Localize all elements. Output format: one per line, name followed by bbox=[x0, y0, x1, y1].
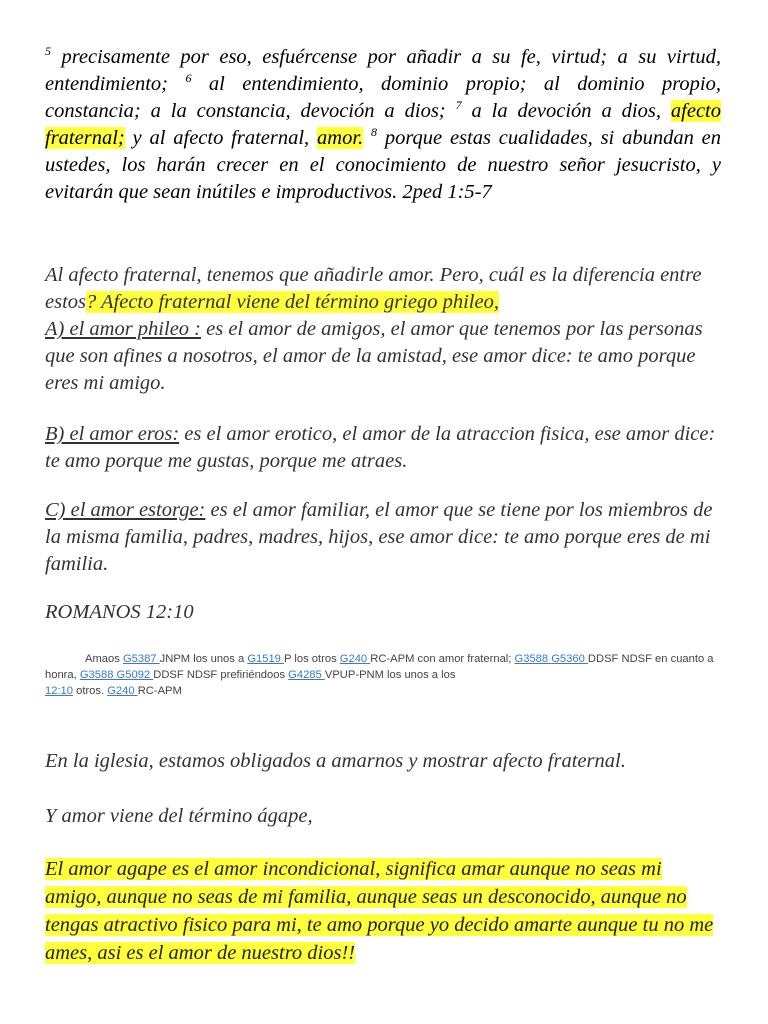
word-text: DDSF NDSF prefiriéndoos bbox=[153, 669, 289, 681]
verse-reference-link[interactable]: 12:10 bbox=[45, 685, 73, 697]
verse-text: a la devoción a dios, bbox=[461, 100, 671, 122]
spacer-text bbox=[363, 127, 371, 149]
strong-code-link[interactable]: G1519 bbox=[247, 653, 285, 665]
iglesia-paragraph: En la iglesia, estamos obligados a amarnos y mostrar afecto fraternal. bbox=[45, 750, 626, 772]
verse-text: porque estas cualidades, si abundan en ustedes, los harán crecer en el conocimiento de nuestro señor jesucristo, y evitarán que sean inútiles e improductivos. 2ped 1:5-7 bbox=[45, 127, 722, 203]
verse-number: 8 bbox=[371, 125, 377, 140]
section-label-eros: B) el amor eros: bbox=[45, 423, 180, 445]
strong-code-link[interactable]: G240 bbox=[339, 653, 371, 665]
interlinear-verse bbox=[45, 651, 721, 699]
verse-number: 7 bbox=[455, 98, 462, 113]
paragraph-text: Al afecto fraternal, tenemos que añadirle amor. Pero, cuál es la diferencia entre estos bbox=[45, 264, 702, 313]
highlighted-text: amor. bbox=[317, 127, 364, 149]
word-text: otros. bbox=[73, 685, 108, 697]
highlighted-text: afecto fraternal; bbox=[45, 100, 721, 149]
word-text: VPUP-PNM los unos a los bbox=[324, 669, 456, 681]
strong-code-link[interactable]: G4285 bbox=[288, 669, 325, 681]
strong-code-link[interactable]: G240 bbox=[107, 685, 138, 697]
strong-code-link[interactable]: G5387 bbox=[122, 653, 160, 665]
agape-paragraph bbox=[45, 855, 721, 967]
agape-intro-paragraph: Y amor viene del término ágape, bbox=[45, 805, 313, 827]
section-label-estorge: C) el amor estorge: bbox=[45, 499, 206, 521]
verse-text: y al afecto fraternal, bbox=[124, 127, 318, 149]
strong-code-link[interactable]: G5092 bbox=[116, 669, 154, 681]
afecto-fraternal-paragraph bbox=[45, 262, 721, 397]
word-text: RC-APM con amor fraternal; bbox=[370, 653, 515, 665]
paragraph-text: es el amor familiar, el amor que se tiene por los miembros de la misma familia, padres, madres, hijos, ese amor dice: te amo porque eres de mi familia. bbox=[45, 499, 713, 575]
word-text: P los otros bbox=[284, 653, 340, 665]
word-text: Amaos bbox=[85, 653, 123, 665]
paragraph-text: es el amor erotico, el amor de la atraccion fisica, ese amor dice: te amo porque me gustas, porque me atraes. bbox=[45, 423, 716, 472]
highlighted-text: ? Afecto fraternal viene del término griego phileo, bbox=[86, 291, 499, 313]
strong-code-link[interactable]: G3588 bbox=[514, 653, 552, 665]
eros-paragraph bbox=[45, 421, 721, 475]
verse-number: 6 bbox=[185, 71, 192, 86]
paragraph-text: es el amor de amigos, el amor que tenemos por las personas que son afines a nosotros, el amor de la amistad, ese amor dice: te amo porque eres mi amigo. bbox=[45, 318, 703, 394]
section-label-phileo: A) el amor phileo : bbox=[45, 318, 201, 340]
highlighted-text: El amor agape es el amor incondicional, significa amar aunque no seas mi amigo, aunque no seas de mi familia, aunque seas un desconocido, aunque no tengas atractivo fisico para mi, te amo porque yo decido amarte aunque tu no me ames, asi es el amor de nuestro dios!! bbox=[45, 858, 714, 964]
word-text: DDSF NDSF en cuanto a honra, bbox=[45, 653, 714, 681]
bible-passage-paragraph bbox=[45, 44, 721, 206]
strong-code-link[interactable]: G3588 bbox=[79, 669, 117, 681]
verse-number: 5 bbox=[45, 44, 51, 59]
strong-code-link[interactable]: G5360 bbox=[551, 653, 588, 665]
word-text: RC-APM bbox=[137, 685, 182, 697]
scripture-reference: ROMANOS 12:10 bbox=[45, 601, 194, 623]
verse-text: precisamente por eso, esfuércense por añadir a su fe, virtud; a su virtud, entendimiento; bbox=[45, 46, 721, 95]
verse-text: al entendimiento, dominio propio; al dominio propio, constancia; a la constancia, devoción a dios; bbox=[45, 73, 721, 122]
word-text: JNPM los unos a bbox=[159, 653, 248, 665]
estorge-paragraph bbox=[45, 497, 721, 578]
